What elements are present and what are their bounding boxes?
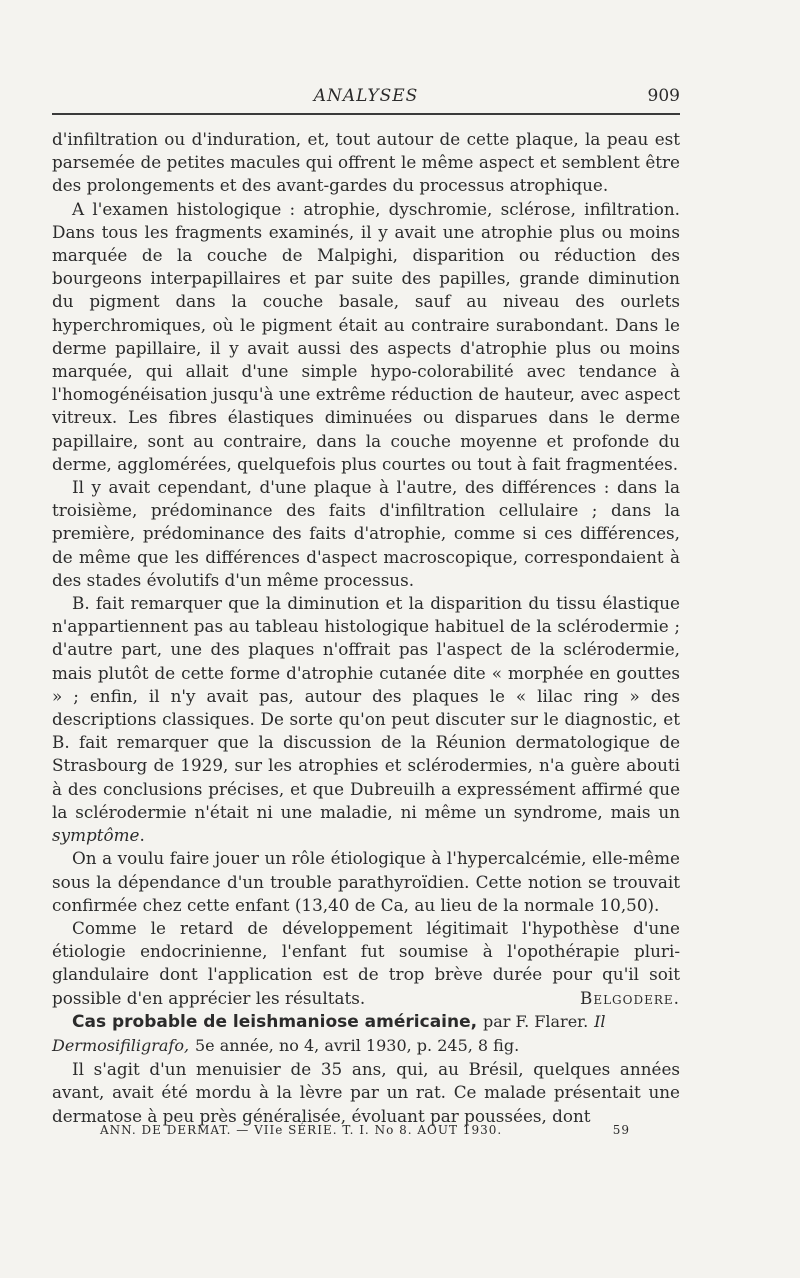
header-rule (52, 113, 680, 115)
paragraph: On a voulu faire jouer un rôle étiologique à l'hypercalcémie, elle-même sous la dépendance d'un trouble parathyroïdien. Cette notion se trouvait confirmée chez cette enfant (13,40 de Ca, au lieu de la normale 10,50). (52, 848, 680, 915)
page-footer (100, 1123, 630, 1137)
article-heading (52, 1010, 680, 1058)
page-header (52, 86, 680, 112)
body-text (52, 128, 680, 1128)
running-head: ANALYSES (313, 86, 419, 106)
paragraph (52, 917, 680, 1010)
footer-number: 59 (612, 1123, 630, 1137)
paragraph: Il s'agit d'un menuisier de 35 ans, qui, au Brésil, quelques années avant, avait été mordu à la lèvre par un rat. Ce malade présentait une dermatose à peu près généralisée, évoluant par poussées, dont (52, 1059, 680, 1126)
paragraph: B. fait remarquer que la diminution et la disparition du tissu élastique n'appartiennent pas au tableau histologique habituel de la sclérodermie ; d'autre part, une des plaques n'offrait pas l'aspect de la sclérodermie, mais plutôt de cette forme d'atrophie cutanée dite « morphée en gouttes » ; enfin, il n'y avait pas, autour des plaques le « lilac ring » des descriptions classiques. De sorte qu'on peut discuter sur le diagnostic, et B. fait remarquer que la discussion de la Réunion dermatologique de Strasbourg de 1929, sur les atrophies et sclérodermies, n'a guère abouti à des conclusions précises, et que Dubreuilh a expressément affirmé que la sclérodermie n'était ni une maladie, ni même un syndrome, mais un symptôme. (52, 593, 680, 846)
page-number: 909 (647, 86, 680, 106)
paragraph: A l'examen histologique : atrophie, dyschromie, sclérose, infiltration. Dans tous les fragments examinés, il y avait une atrophie plus ou moins marquée de la couche de Malpighi, disparition ou réduction des bourgeons interpapillaires et par suite des papilles, grande diminution du pigment dans la couche basale, sauf au niveau des ourlets hyperchromiques, où le pigment était au contraire surabondant. Dans le derme papillaire, il y avait aussi des aspects d'atrophie plus ou moins marquée, qui allait d'une simple hypo-colorabilité avec tendance à l'homogénéisation jusqu'à une extrême réduction de hauteur, avec aspect vitreux. Les fibres élastiques diminuées ou disparues dans le derme papillaire, sont au contraire, dans la couche moyenne et profonde du derme, agglomérées, quelquefois plus courtes ou tout à fait fragmentées. (52, 198, 680, 474)
article-byline: par F. Flarer. (483, 1011, 589, 1031)
paragraph-text: Comme le retard de développement légitimait l'hypothèse d'une étiologie endocrinienne, l'enfant fut soumise à l'opothérapie pluri-glandulaire dont l'application est de trop brève durée pour qu'il soit possible d'en apprécier les résultats. (52, 917, 680, 1008)
journal-name: Il Dermosifiligrafo, (52, 1011, 606, 1055)
signature: Belgodere. (580, 987, 680, 1008)
paragraph-text: B. fait remarquer que la diminution et la disparition du tissu élastique n'appartiennent pas au tableau histologique habituel de la sclérodermie ; d'autre part, une des plaques n'offrait pas l'aspect de la sclérodermie, mais plutôt de cette forme d'atrophie cutanée dite « morphée en gouttes » ; enfin, il n'y avait pas, autour des plaques le « lilac ring » des descriptions classiques. De sorte qu'on peut discuter sur le diagnostic, et B. fait remarquer que la discussion de la Réunion dermatologique de Strasbourg de 1929, sur les atrophies et sclérodermies, n'a guère abouti à des conclusions précises, et que Dubreuilh a expressément affirmé que la sclérodermie n'était ni une maladie, ni même un syndrome, mais un (52, 593, 680, 822)
paragraph: d'infiltration ou d'induration, et, tout autour de cette plaque, la peau est parsemée de petites macules qui offrent le même aspect et semblent être des prolongements et des avant-gardes du processus atrophique. (52, 129, 680, 196)
footer-label: ANN. DE DERMAT. — VIIe SÉRIE. T. I. No 8. AOUT 1930. (100, 1123, 503, 1137)
paragraph: Il y avait cependant, d'une plaque à l'autre, des différences : dans la troisième, prédominance des faits d'infiltration cellulaire ; dans la première, prédominance des faits d'atrophie, comme si ces différences, de même que les différences d'aspect macroscopique, correspondaient à des stades évolutifs d'un même processus. (52, 477, 680, 590)
article-title: Cas probable de leishmaniose américaine, (72, 1011, 478, 1032)
article-details: 5e année, no 4, avril 1930, p. 245, 8 fig. (194, 1035, 520, 1055)
emphasis-word: symptôme (52, 825, 140, 846)
